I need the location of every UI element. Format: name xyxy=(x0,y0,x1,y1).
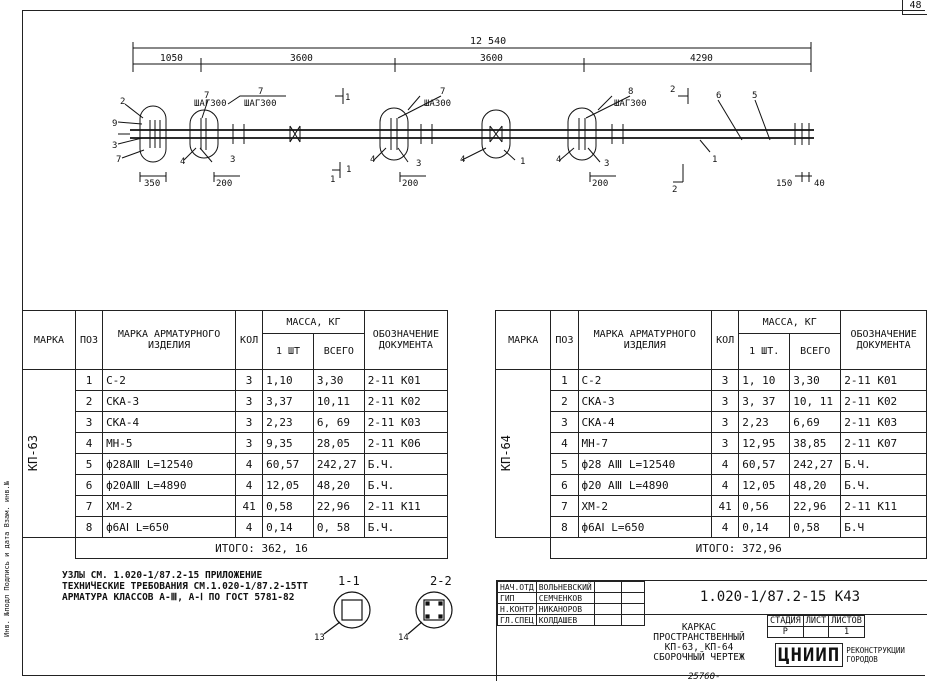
stage-table: СТАДИЯ ЛИСТ ЛИСТОВ Р 1 xyxy=(767,615,865,638)
section-mark-1a: 1 xyxy=(345,93,351,103)
callout-8: 8 xyxy=(628,87,634,97)
section-mark-1b: 1 xyxy=(330,175,336,185)
dim-2: 3600 xyxy=(290,53,313,64)
document-code: 1.020-1/87.2-15 К43 xyxy=(632,581,927,615)
table-row: 7 ХМ-2 41 0,58 22,96 2-11 К11 xyxy=(23,496,448,517)
section-1-callout: 13 xyxy=(314,633,325,643)
dim-bottom-6: 40 xyxy=(814,179,825,189)
table-row: 4 МН-7 3 12,95 38,85 2-11 К07 xyxy=(496,433,927,454)
pitch-label-4: ШАГ300 xyxy=(614,99,647,109)
table-row: 3 СКА-4 3 2,23 6, 69 2-11 К03 xyxy=(23,412,448,433)
col-header-vsego: ВСЕГО xyxy=(790,334,841,370)
table-total: ИТОГО: 362, 16 xyxy=(75,538,447,559)
frame-drawing xyxy=(0,0,927,300)
callout-7b: 7 xyxy=(204,91,210,101)
mark-cell: КП-63 xyxy=(23,370,76,538)
table-row: 2 СКА-3 3 3, 37 10, 11 2-11 К02 xyxy=(496,391,927,412)
col-header-poz: ПОЗ xyxy=(75,311,102,370)
col-header-marka: МАРКА xyxy=(496,311,551,370)
dim-bottom-2: 200 xyxy=(216,179,233,189)
table-row: 3 СКА-4 3 2,23 6,69 2-11 К03 xyxy=(496,412,927,433)
dim-1: 1050 xyxy=(160,53,183,64)
callout-3d: 3 xyxy=(604,159,610,169)
org-logo: ЦНИИП xyxy=(775,643,843,667)
dim-3: 3600 xyxy=(480,53,503,64)
dim-bottom-4: 200 xyxy=(592,179,609,189)
bottom-code: 25760- xyxy=(688,672,721,682)
col-header-vsego: ВСЕГО xyxy=(313,334,364,370)
spec-table-kp64 xyxy=(495,310,927,559)
callout-7c: 7 xyxy=(258,87,264,97)
callout-7d: 7 xyxy=(440,87,446,97)
col-header-sht: 1 ШТ xyxy=(263,334,314,370)
note-line: АРМАТУРА КЛАССОВ А-Ⅲ, А-Ⅰ ПО ГОСТ 5781-82 xyxy=(62,592,295,603)
section-2-callout: 14 xyxy=(398,633,409,643)
callout-4b: 4 xyxy=(370,155,376,165)
table-row: КП-63 1 С-2 3 1,10 3,30 2-11 К01 xyxy=(23,370,448,391)
dim-bottom-3: 200 xyxy=(402,179,419,189)
col-header-doc: ОБОЗНАЧЕНИЕ ДОКУМЕНТА xyxy=(364,311,447,370)
side-stamp: Инв. №подл Подпись и дата Взам. инв.№ xyxy=(3,481,11,637)
note-line: ТЕХНИЧЕСКИЕ ТРЕБОВАНИЯ СМ.1.020-1/87.2-15ТТ xyxy=(62,581,308,592)
page-number: 48 xyxy=(902,0,927,15)
mark-cell: КП-64 xyxy=(496,370,551,538)
organization: ЦНИИП РЕКОНСТРУКЦИИ ГОРОДОВ xyxy=(775,643,905,667)
col-header-kol: КОЛ xyxy=(236,311,263,370)
note-line: УЗЛЫ СМ. 1.020-1/87.2-15 ПРИЛОЖЕНИЕ xyxy=(62,570,263,581)
callout-6: 6 xyxy=(716,91,722,101)
callout-3: 3 xyxy=(112,141,118,151)
section-mark-2b: 2 xyxy=(672,185,678,195)
col-header-massa: МАССА, КГ xyxy=(739,311,841,334)
title-block xyxy=(496,580,927,681)
callout-3b: 3 xyxy=(230,155,236,165)
callout-1c: 1 xyxy=(712,155,718,165)
table-row: 5 ф28АⅢ L=12540 4 60,57 242,27 Б.Ч. xyxy=(23,454,448,475)
section-2-label: 2-2 xyxy=(430,574,452,588)
section-mark-2a: 2 xyxy=(670,85,676,95)
col-header-izdelie: МАРКА АРМАТУРНОГО ИЗДЕЛИЯ xyxy=(103,311,236,370)
dim-4: 4290 xyxy=(690,53,713,64)
table-total: ИТОГО: 372,96 xyxy=(551,538,927,559)
dim-total: 12 540 xyxy=(470,36,507,47)
callout-3c: 3 xyxy=(416,159,422,169)
col-header-massa: МАССА, КГ xyxy=(263,311,365,334)
callout-9: 9 xyxy=(112,119,118,129)
callout-4c: 4 xyxy=(460,155,466,165)
callout-4d: 4 xyxy=(556,155,562,165)
pitch-label-2: ШАГ300 xyxy=(244,99,277,109)
table-row: 5 ф28 АⅢ L=12540 4 60,57 242,27 Б.Ч. xyxy=(496,454,927,475)
spec-table-kp63 xyxy=(22,310,448,559)
table-row: 8 ф6АⅠ L=650 4 0,14 0, 58 Б.Ч. xyxy=(23,517,448,538)
staff-table: НАЧ.ОТД ВОЛЬНЕВСКИЙ ГИП СЕМЧЕНКОВ Н.КОНТР НИКАНОРОВ ГЛ.СПЕЦ КОЛДАШЕВ xyxy=(497,581,645,626)
section-views xyxy=(310,588,460,648)
callout-1b: 1 xyxy=(346,165,352,175)
callout-5: 5 xyxy=(752,91,758,101)
table-row: 8 ф6АⅠ L=650 4 0,14 0,58 Б.Ч xyxy=(496,517,927,538)
callout-7a: 7 xyxy=(116,155,122,165)
document-title: КАРКАС ПРОСТРАНСТВЕННЫЙ КП-63, КП-64 СБОРОЧНЫЙ ЧЕРТЕЖ xyxy=(653,622,745,663)
table-row: 4 МН-5 3 9,35 28,05 2-11 К06 xyxy=(23,433,448,454)
dim-bottom-1: 350 xyxy=(144,179,161,189)
col-header-izdelie: МАРКА АРМАТУРНОГО ИЗДЕЛИЯ xyxy=(578,311,711,370)
callout-1a: 1 xyxy=(520,157,526,167)
table-row: 6 ф20АⅢ L=4890 4 12,05 48,20 Б.Ч. xyxy=(23,475,448,496)
callout-4a: 4 xyxy=(180,157,186,167)
col-header-doc: ОБОЗНАЧЕНИЕ ДОКУМЕНТА xyxy=(841,311,927,370)
col-header-marka: МАРКА xyxy=(23,311,76,370)
table-row: 6 ф20 АⅢ L=4890 4 12,05 48,20 Б.Ч. xyxy=(496,475,927,496)
col-header-sht: 1 ШТ. xyxy=(739,334,790,370)
callout-2: 2 xyxy=(120,97,126,107)
col-header-poz: ПОЗ xyxy=(551,311,578,370)
table-row: 2 СКА-3 3 3,37 10,11 2-11 К02 xyxy=(23,391,448,412)
table-row: КП-64 1 С-2 3 1, 10 3,30 2-11 К01 xyxy=(496,370,927,391)
dim-bottom-5: 150 xyxy=(776,179,793,189)
notes xyxy=(62,570,308,603)
pitch-label-3: ША300 xyxy=(424,99,452,109)
col-header-kol: КОЛ xyxy=(712,311,739,370)
section-1-label: 1-1 xyxy=(338,574,360,588)
table-row: 7 ХМ-2 41 0,56 22,96 2-11 К11 xyxy=(496,496,927,517)
pitch-label-1: ШАГ300 xyxy=(194,99,227,109)
